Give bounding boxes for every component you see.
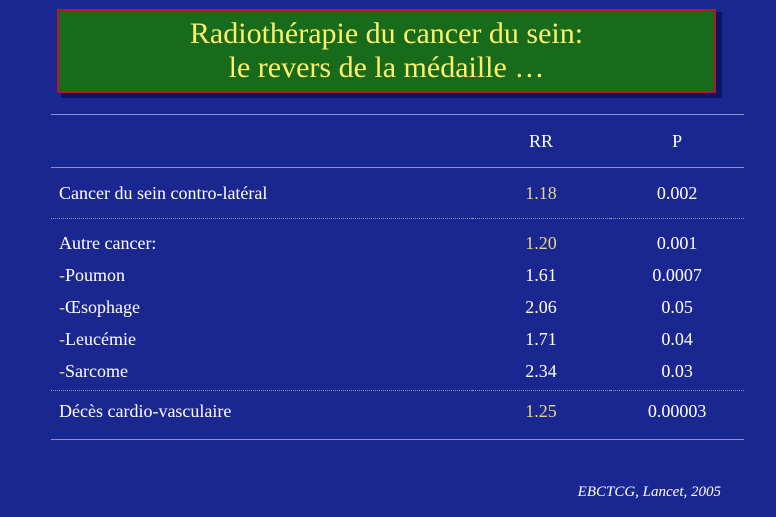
row-label-text: Poumon xyxy=(65,265,126,285)
table-row xyxy=(51,323,744,355)
table-row xyxy=(51,291,744,323)
row-label: Cancer du sein contro-latéral xyxy=(59,183,268,203)
row-rr: 2.06 xyxy=(525,297,557,317)
row-p: 0.002 xyxy=(656,183,698,203)
row-rr: 1.61 xyxy=(525,265,557,285)
row-dash: - xyxy=(59,265,65,285)
row-rr: 1.18 xyxy=(525,183,557,203)
row-p: 0.0007 xyxy=(652,265,702,285)
table-row xyxy=(51,391,744,440)
row-p: 0.05 xyxy=(661,297,693,317)
header-label xyxy=(51,115,472,168)
row-label xyxy=(51,259,472,291)
table-row xyxy=(51,219,744,260)
slide-title-line-1: Radiothérapie du cancer du sein: xyxy=(189,17,584,50)
row-label xyxy=(51,291,472,323)
table-row xyxy=(51,168,744,219)
header-rr: RR xyxy=(528,131,553,151)
table-header-row xyxy=(51,115,744,168)
row-rr: 1.25 xyxy=(525,401,557,421)
row-label xyxy=(51,323,472,355)
row-p: 0.04 xyxy=(661,329,693,349)
row-label-text: Œsophage xyxy=(65,297,140,317)
results-table-container xyxy=(51,114,744,440)
row-dash: - xyxy=(59,329,65,349)
table-row xyxy=(51,259,744,291)
header-p: P xyxy=(672,131,683,151)
row-p: 0.00003 xyxy=(647,401,707,421)
row-rr: 1.71 xyxy=(525,329,557,349)
table-row xyxy=(51,355,744,391)
row-label: Autre cancer: xyxy=(59,233,157,253)
row-label xyxy=(51,355,472,391)
row-label-text: Leucémie xyxy=(65,329,136,349)
row-p: 0.03 xyxy=(661,361,693,381)
slide-title-line-2: le revers de la médaille … xyxy=(228,51,545,84)
row-p: 0.001 xyxy=(656,233,698,253)
row-dash: - xyxy=(59,361,65,381)
citation: EBCTCG, Lancet, 2005 xyxy=(577,484,721,500)
row-dash: - xyxy=(59,297,65,317)
row-label: Décès cardio-vasculaire xyxy=(59,401,232,421)
row-rr: 2.34 xyxy=(525,361,557,381)
row-rr: 1.20 xyxy=(525,233,557,253)
results-table xyxy=(51,114,744,440)
row-label-text: Sarcome xyxy=(65,361,128,381)
slide-title-box xyxy=(57,9,716,93)
